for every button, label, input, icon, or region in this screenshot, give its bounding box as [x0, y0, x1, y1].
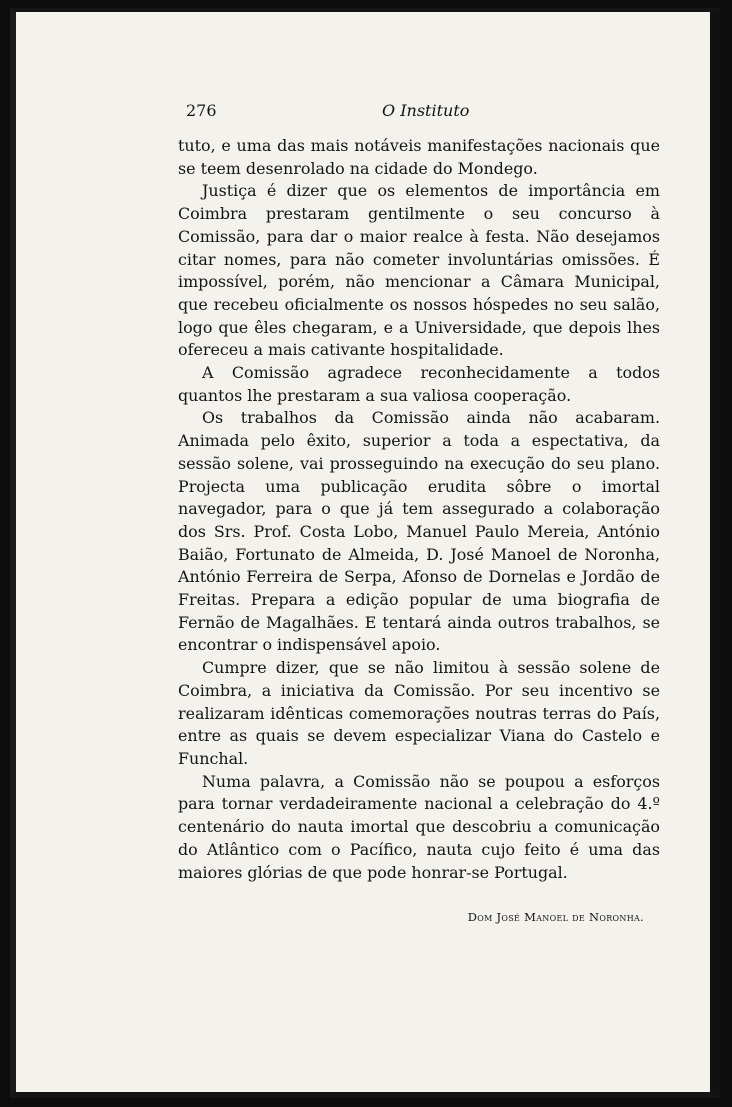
paragraph-coimbra-thanks: Justiça é dizer que os elementos de importância em Coimbra prestaram gentilmente o seu concurso à Comissão, para dar o maior realce à festa. Não desejamos citar nomes, para não cometer involuntárias omissões. É impossível, porém, não mencionar a Câmara Municipal, que recebeu oficialmente os nossos hóspedes no seu salão, logo que êles chegaram, e a Universidade, que depois lhes ofereceu a mais cativante hospitalidade.: [178, 181, 660, 360]
book-page: [10, 8, 720, 1098]
body-text: [178, 135, 660, 884]
author-signature: Dom José Manoel de Noronha.: [467, 910, 644, 925]
paragraph-future-work: Os trabalhos da Comissão ainda não acabaram. Animada pelo êxito, superior a toda a espectativa, da sessão solene, vai prosseguindo na execução do seu plano. Projecta uma publicação erudita sôbre o imortal navegador, para o que já tem assegurado a colaboração dos Srs. Prof. Costa Lobo, Manuel Paulo Mereia, António Baião, Fortunato de Almeida, D. José Manoel de Noronha, António Ferreira de Serpa, Afonso de Dornelas e Jordão de Freitas. Prepara a edição popular de uma biografia de Fernão de Magalhães. E tentará ainda outros trabalhos, se encontrar o indispensável apoio.: [178, 408, 660, 655]
page-number: 276: [186, 101, 217, 120]
running-head: [178, 96, 660, 126]
paragraph-other-celebrations: Cumpre dizer, que se não limitou à sessão solene de Coimbra, a iniciativa da Comissão. Por seu incentivo se realizaram idênticas comemorações noutras terras do País, entre as quais se devem especializar Viana do Castelo e Funchal.: [178, 658, 660, 768]
text-block: [178, 96, 660, 924]
journal-title: O Instituto: [382, 101, 470, 120]
paragraph-commission-gratitude: A Comissão agradece reconhecidamente a todos quantos lhe prestaram a sua valiosa cooperação.: [178, 363, 660, 405]
paragraph-continued: tuto, e uma das mais notáveis manifestações nacionais que se teem desenrolado na cidade do Mondego.: [178, 136, 660, 178]
paragraph-conclusion: Numa palavra, a Comissão não se poupou a esforços para tornar verdadeiramente nacional a celebração do 4.º centenário do nauta imortal que descobriu a comunicação do Atlântico com o Pacífico, nauta cujo feito é uma das maiores glórias de que pode honrar-se Portugal.: [178, 771, 660, 882]
